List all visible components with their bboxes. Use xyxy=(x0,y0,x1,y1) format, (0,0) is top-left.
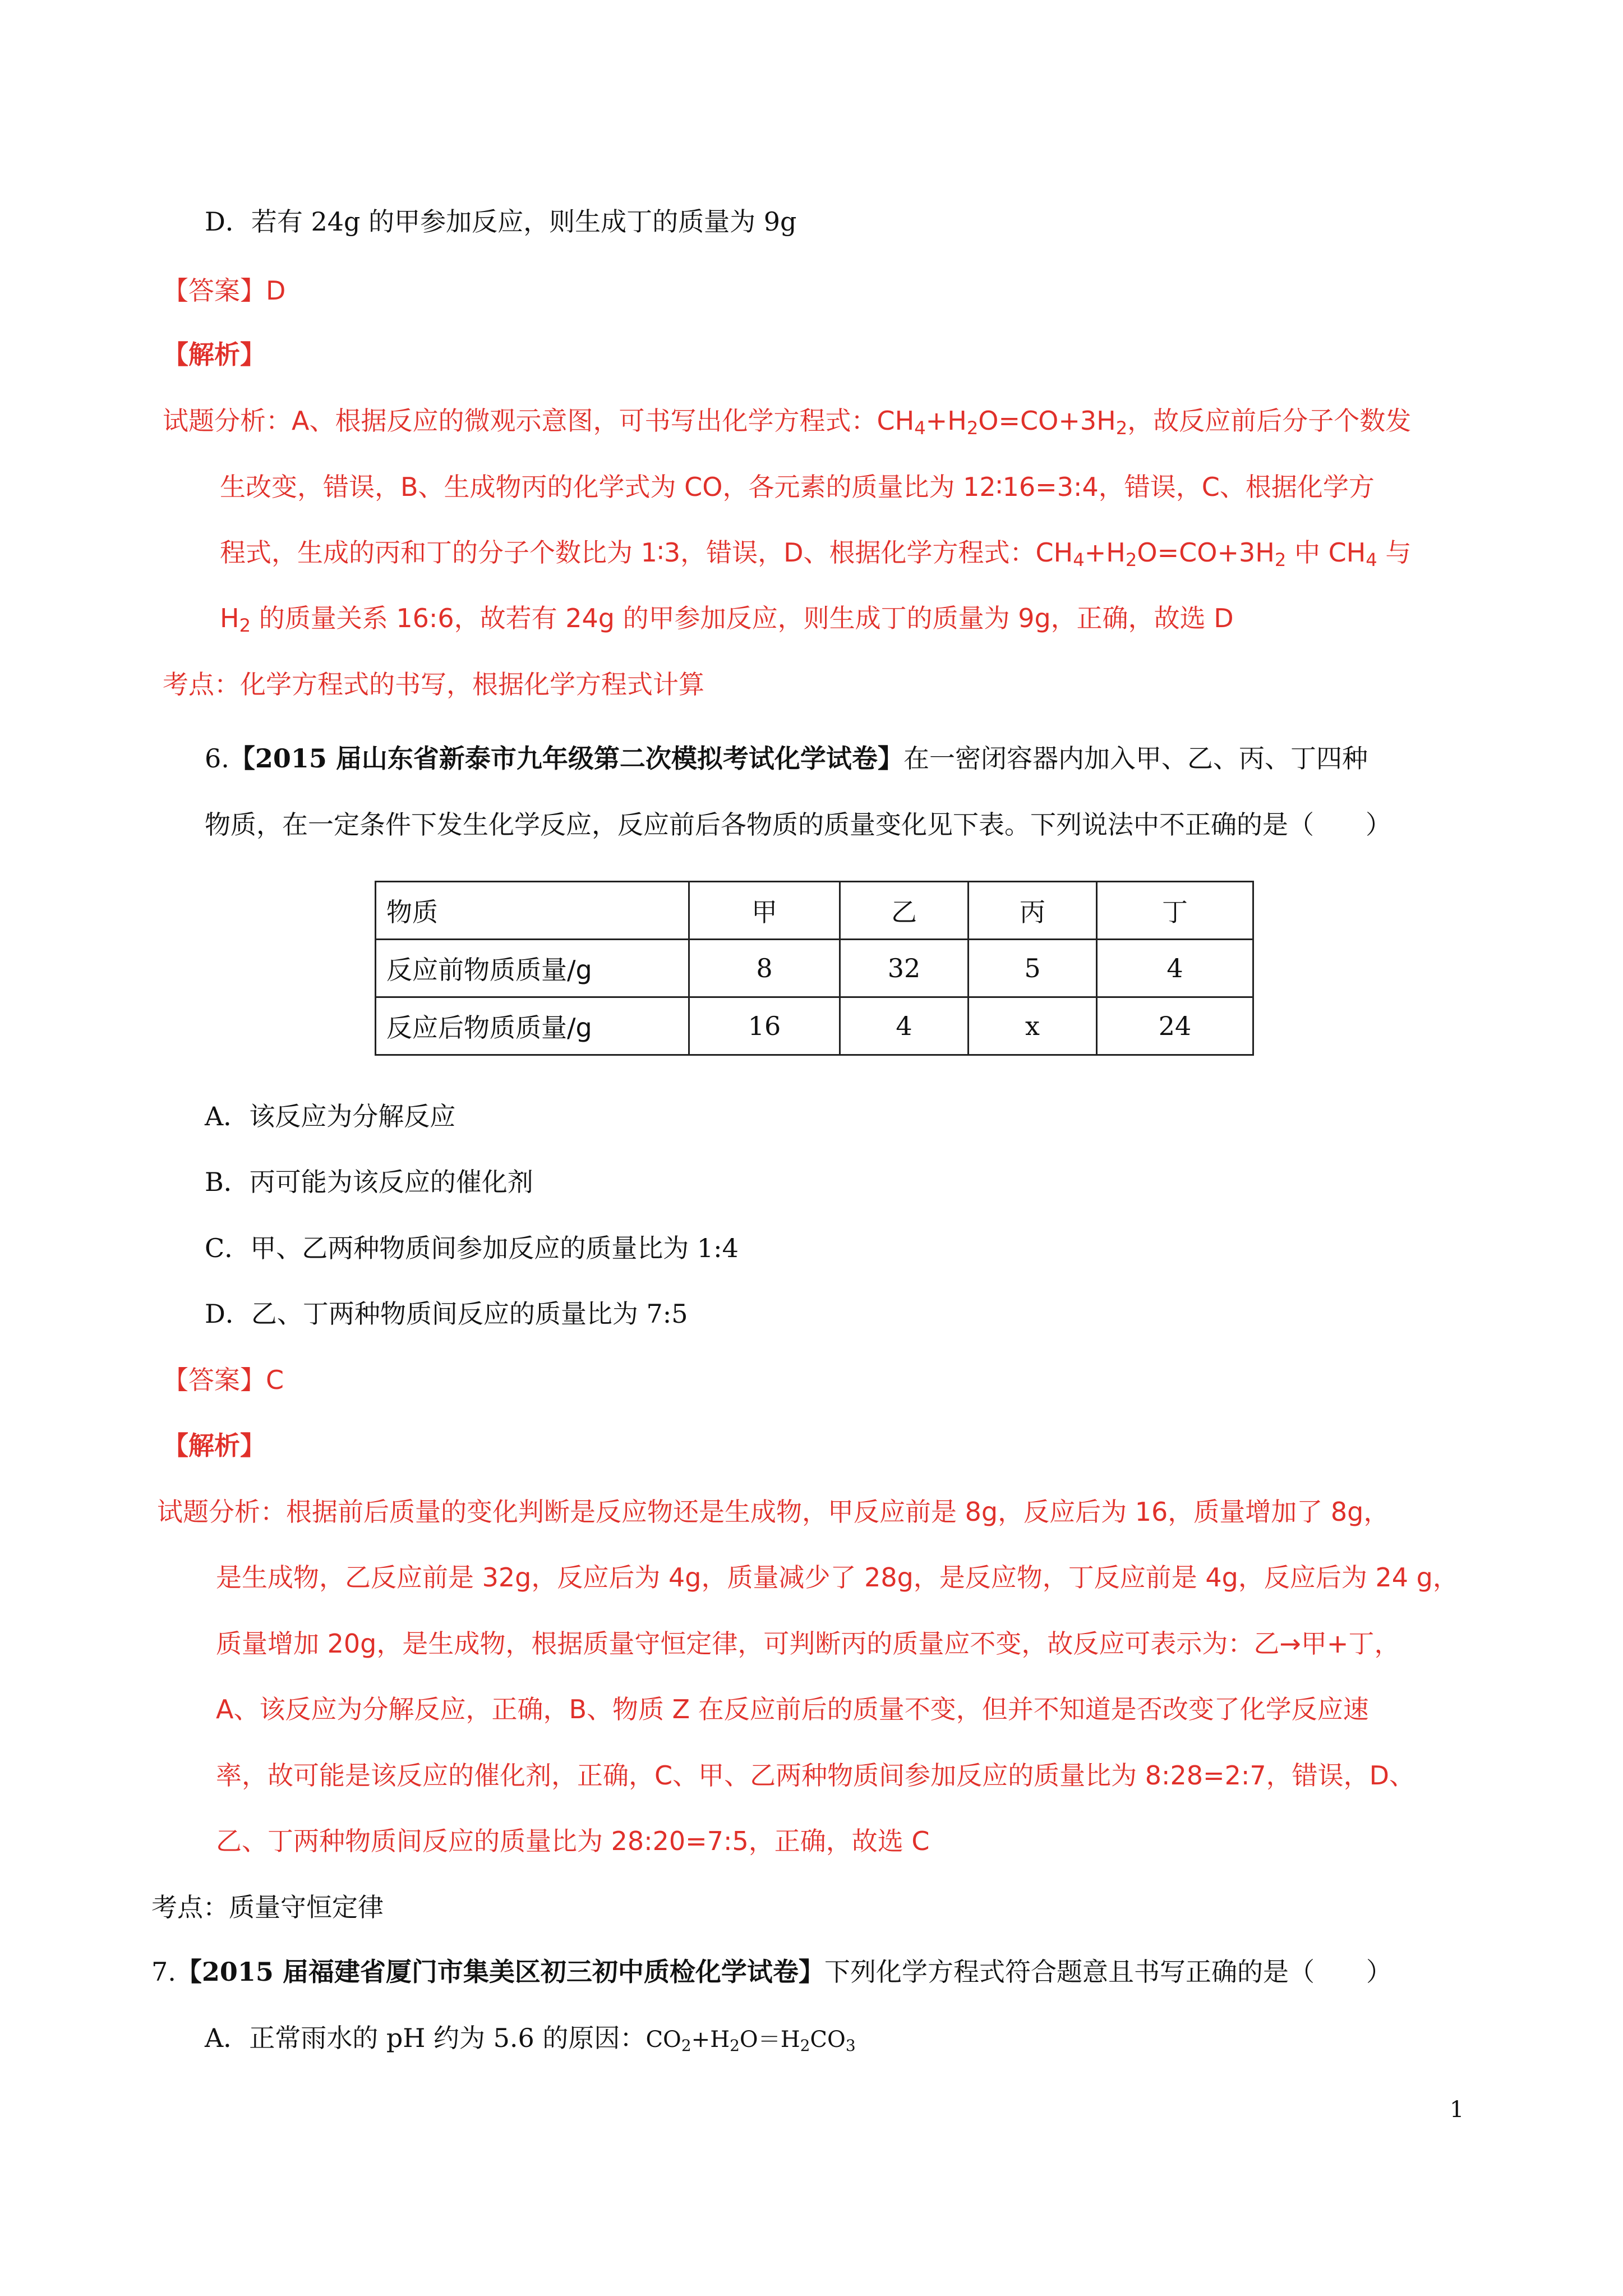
table-cell: 32 xyxy=(840,940,969,997)
q6-option-d: D．乙、丁两种物质间反应的质量比为 7:5 xyxy=(205,1299,688,1329)
q6-option-b: B．丙可能为该反应的催化剂 xyxy=(205,1167,533,1197)
q6-analysis-line: 乙、丁两种物质间反应的质量比为 28:20=7:5，正确，故选 C xyxy=(216,1826,930,1856)
q6-option-a: A．该反应为分解反应 xyxy=(205,1101,456,1131)
q6-stem-line-1: 6.【2015 届山东省新泰市九年级第二次模拟考试化学试卷】在一密闭容器内加入甲、乙、丙、丁四种 xyxy=(205,743,1368,774)
table-cell: 16 xyxy=(689,997,840,1055)
q6-analysis-line: 试题分析：根据前后质量的变化判断是反应物还是生成物，甲反应前是 8g，反应后为 16，质量增加了 8g， xyxy=(157,1497,1390,1527)
table-header-cell: 物质 xyxy=(376,882,689,940)
q6-stem-line-2: 物质，在一定条件下发生化学反应，反应前后各物质的质量变化见下表。下列说法中不正确的是（ ） xyxy=(205,809,1391,840)
table-cell: 反应后物质质量/g xyxy=(376,997,689,1055)
q7-option-a: A．正常雨水的 pH 约为 5.6 的原因：$CO_2+H_2O=H_2CO_3$ xyxy=(205,2023,856,2055)
table-cell: 24 xyxy=(1097,997,1253,1055)
q5-kaodian: 考点：化学方程式的书写，根据化学方程式计算 xyxy=(163,669,704,700)
q6-kaodian: 考点：质量守恒定律 xyxy=(151,1892,384,1922)
q7-stem: 7.【2015 届福建省厦门市集美区初三初中质检化学试卷】下列化学方程式符合题意且书写正确的是（ ） xyxy=(151,1957,1392,1987)
table-header-cell: 甲 xyxy=(689,882,840,940)
q7-number: 7. xyxy=(151,1957,176,1987)
table-cell: x xyxy=(969,997,1097,1055)
table-header-row xyxy=(376,882,1253,940)
q6-option-c: C．甲、乙两种物质间参加反应的质量比为 1:4 xyxy=(205,1233,739,1263)
q5-analysis-line-2: 生改变，错误，B、生成物丙的化学式为 CO，各元素的质量比为 12∶16=3:4，错误，C、根据化学方 xyxy=(220,472,1375,502)
q6-analysis-label: 【解析】 xyxy=(163,1430,266,1461)
table-header-cell: 丙 xyxy=(969,882,1097,940)
chemical-equation: $CO_2+H_2O=H_2CO_3$ xyxy=(645,2027,856,2055)
q6-analysis-line: 是生成物，乙反应前是 32g，反应后为 4g，质量减少了 28g，是反应物，丁反应前是 4g，反应后为 24 g， xyxy=(216,1562,1459,1593)
q5-analysis-line-3: 程式，生成的丙和丁的分子个数比为 1∶3，错误，D、根据化学方程式：$CH_4+H_2O=CO+3H_2$ 中 $CH_4$ 与 xyxy=(220,537,1412,571)
q5-answer: 【答案】D xyxy=(163,275,286,306)
q6-number: 6. xyxy=(205,743,229,774)
q5-analysis-line-4: $H_2$ 的质量关系 16:6，故若有 24g 的甲参加反应，则生成丁的质量为 9g，正确，故选 D xyxy=(220,603,1234,637)
mass-change-table xyxy=(375,881,1254,1056)
q6-source: 【2015 届山东省新泰市九年级第二次模拟考试化学试卷】 xyxy=(229,743,903,774)
q5-option-d: D．若有 24g 的甲参加反应，则生成丁的质量为 9g xyxy=(205,206,797,237)
q5-analysis-line-1: 试题分析：A、根据反应的微观示意图，可书写出化学方程式：$CH_4+H_2O=CO+3H_2$，故反应前后分子个数发 xyxy=(163,406,1412,439)
q6-answer: 【答案】C xyxy=(163,1365,284,1395)
q6-analysis-line: 率，故可能是该反应的催化剂，正确，C、甲、乙两种物质间参加反应的质量比为 8:28=2:7，错误，D、 xyxy=(216,1760,1415,1791)
table-cell: 反应前物质质量/g xyxy=(376,940,689,997)
table-row xyxy=(376,997,1253,1055)
table-cell: 8 xyxy=(689,940,840,997)
table-header-cell: 乙 xyxy=(840,882,969,940)
table-cell: 4 xyxy=(840,997,969,1055)
table-header-cell: 丁 xyxy=(1097,882,1253,940)
table-row xyxy=(376,940,1253,997)
q6-analysis-line: A、该反应为分解反应，正确，B、物质 Z 在反应前后的质量不变，但并不知道是否改变了化学反应速 xyxy=(216,1694,1369,1724)
table-cell: 5 xyxy=(969,940,1097,997)
q5-analysis-label: 【解析】 xyxy=(163,339,266,370)
table-cell: 4 xyxy=(1097,940,1253,997)
q7-source: 【2015 届福建省厦门市集美区初三初中质检化学试卷】 xyxy=(176,1957,824,1987)
q6-analysis-line: 质量增加 20g，是生成物，根据质量守恒定律，可判断丙的质量应不变，故反应可表示为：乙→甲+丁， xyxy=(216,1628,1400,1659)
page-number: 1 xyxy=(1450,2097,1464,2123)
